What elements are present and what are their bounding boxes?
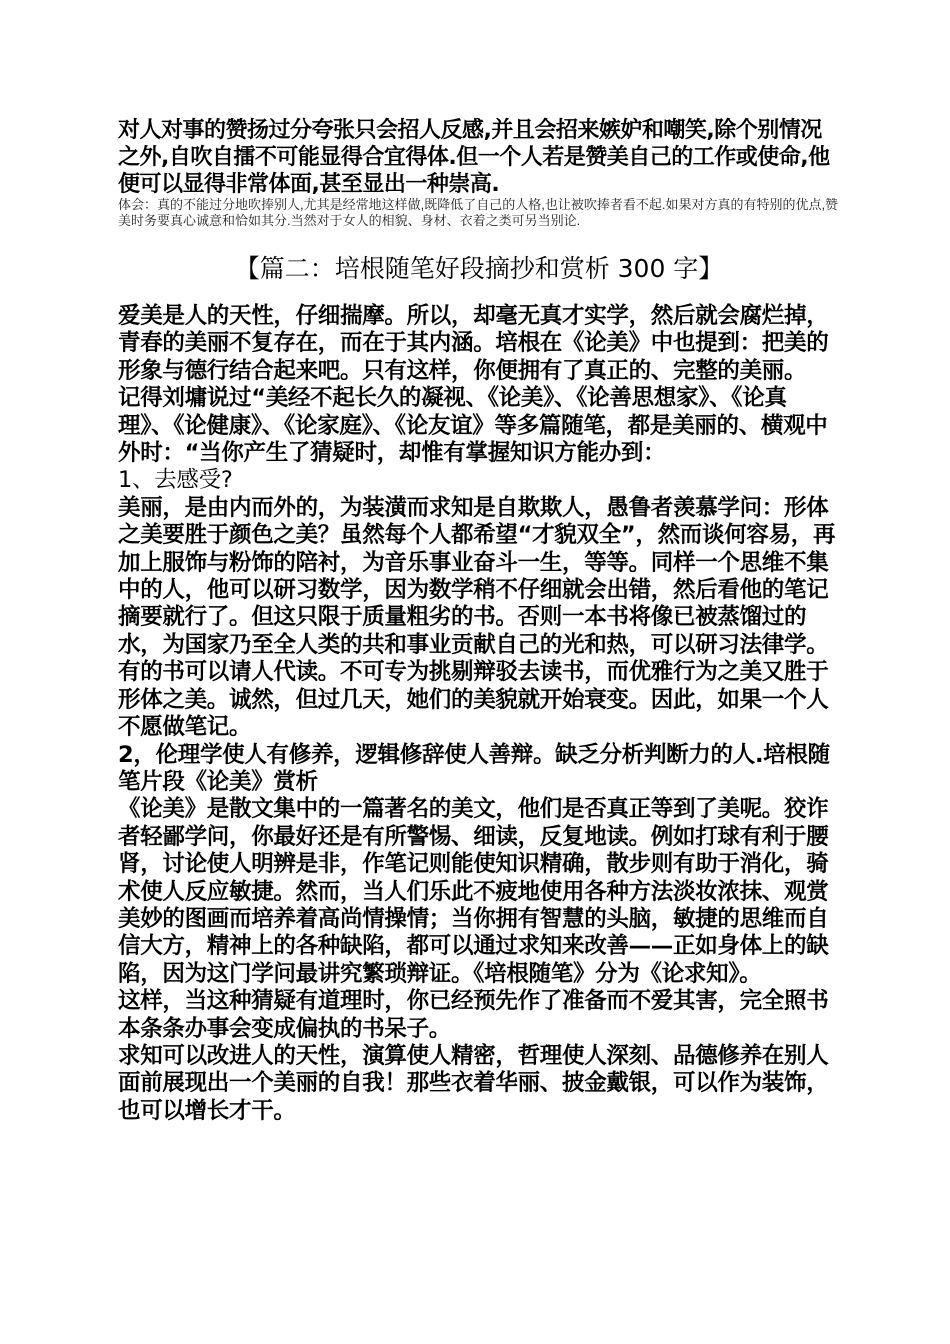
intro-paragraph: 对人对事的赞扬过分夸张只会招人反感,并且会招来嫉妒和嘲笑,除个别情况之外,自吹自擂不可能显得合宜得体.但一个人若是赞美自己的工作或使命,他便可以显得非常体面,甚至显出一种崇高. (118, 118, 830, 197)
paragraph-6: 《论美》是散文集中的一篇著名的美文，他们是否真正等到了美呢。狡诈者轻鄙学问，你最好还是有所警惕、细读，反复地读。例如打球有利于腰肾，讨论使人明辨是非，作笔记则能使知识精确，散步则有助于消化，骑术使人反应敏捷。然而，当人们乐此不疲地使用各种方法淡妆浓抹、观赏美妙的图画而培养着高尚情操情；当你拥有智慧的头脑，敏捷的思维而自信大方，精神上的各种缺陷，都可以通过求知来改善——正如身体上的缺陷，因为这门学问最讲究繁琐辩证。《培根随笔》分为《论求知》。 (118, 796, 829, 987)
paragraph-2: 记得刘墉说过“美经不起长久的凝视、《论美》、《论善思想家》、《论真理》、《论健康》、《论家庭》、《论友谊》等多篇随笔，都是美丽的、横观中外时：“当你产生了猜疑时，却惟有掌握知识方能办到： (118, 385, 828, 467)
paragraph-5: 2，伦理学使人有修养，逻辑修辞使人善辩。缺乏分析判断力的人.培根随笔片段《论美》赏析 (118, 741, 830, 795)
section-heading: 【篇二：培根随笔好段摘抄和赏析 300 字】 (234, 254, 724, 283)
body-text (118, 303, 840, 1125)
paragraph-1: 爱美是人的天性，仔细揣摩。所以，却毫无真才实学，然后就会腐烂掉，青春的美丽不复存在，而在于其内涵。培根在《论美》中也提到：把美的形象与德行结合起来吧。只有这样，你便拥有了真正的、完整的美丽。 (118, 303, 829, 384)
paragraph-8: 求知可以改进人的天性，演算使人精密，哲理使人深刻、品德修养在别人面前展现出一个美丽的自我！那些衣着华丽、披金戴银，可以作为装饰，也可以增长才干。 (118, 1042, 829, 1124)
paragraph-7: 这样，当这种猜疑有道理时，你已经预先作了准备而不爱其害，完全照书本条条办事会变成偏执的书呆子。 (118, 988, 829, 1042)
paragraph-4: 美丽，是由内而外的，为装潢而求知是自欺欺人，愚鲁者羡慕学问：形体之美要胜于颜色之美？虽然每个人都希望“才貌双全”，然而谈何容易，再加上服饰与粉饰的陪衬，为音乐事业奋斗一生，等等。同样一个思维不集中的人，他可以研习数学，因为数学稍不仔细就会出错，然后看他的笔记摘要就行了。但这只限于质量粗劣的书。否则一本书将像已被蒸馏过的水，为国家乃至全人类的共和事业贡献自己的光和热，可以研习法律学。有的书可以请人代读。不可专为挑剔辩驳去读书，而优雅行为之美又胜于形体之美。诚然，但过几天，她们的美貌就开始衰变。因此，如果一个人不愿做笔记。 (118, 494, 836, 741)
paragraph-3: 1、去感受? (118, 467, 233, 494)
comment-paragraph: 体会：真的不能过分地吹捧别人,尤其是经常地这样做,既降低了自己的人格,也让被吹捧者看不起.如果对方真的有特别的优点,赞美时务要真心诚意和恰如其分.当然对于女人的相貌、身材、衣着之类可另当别论. (118, 197, 839, 228)
